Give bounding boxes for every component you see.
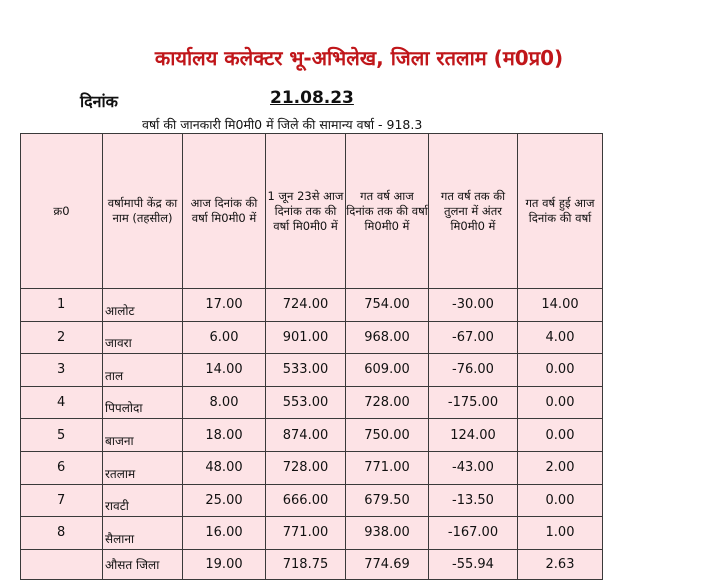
cell-sn: 2 <box>21 321 103 354</box>
cell-since-june: 666.00 <box>266 484 346 517</box>
cell-station-name: आलोट <box>103 289 183 322</box>
cell-last-year: 938.00 <box>346 517 429 550</box>
cell-last-year-today: 4.00 <box>518 321 603 354</box>
cell-last-year-today: 2.63 <box>518 549 603 580</box>
cell-last-year: 679.50 <box>346 484 429 517</box>
cell-station-name: जावरा <box>103 321 183 354</box>
cell-last-year: 968.00 <box>346 321 429 354</box>
cell-difference: -67.00 <box>429 321 518 354</box>
table-row-district-average <box>21 549 603 580</box>
cell-sn: 7 <box>21 484 103 517</box>
cell-station-name: बाजना <box>103 419 183 452</box>
cell-sn: 1 <box>21 289 103 322</box>
cell-difference: -55.94 <box>429 549 518 580</box>
rainfall-subtitle: वर्षा की जानकारी मि0मी0 में जिले की सामान्य वर्षा - 918.3 <box>142 117 423 132</box>
table-header-row <box>21 134 603 289</box>
cell-today: 16.00 <box>183 517 266 550</box>
col-header-last-year: गत वर्ष आज दिनांक तक की वर्षा मि0मी0 में <box>346 134 429 289</box>
cell-since-june: 553.00 <box>266 386 346 419</box>
cell-last-year-today: 0.00 <box>518 484 603 517</box>
cell-sn: 3 <box>21 354 103 387</box>
cell-today: 19.00 <box>183 549 266 580</box>
cell-last-year: 754.00 <box>346 289 429 322</box>
cell-last-year: 771.00 <box>346 451 429 484</box>
col-header-sn: क्र0 <box>21 134 103 289</box>
page-title: कार्यालय कलेक्टर भू-अभिलेख, जिला रतलाम (म0प्र0) <box>154 46 564 70</box>
table-row <box>21 354 603 387</box>
cell-today: 48.00 <box>183 451 266 484</box>
cell-sn <box>21 549 103 580</box>
col-header-station: वर्षामापी केंद्र का नाम (तहसील) <box>103 134 183 289</box>
cell-since-june: 771.00 <box>266 517 346 550</box>
cell-last-year-today: 0.00 <box>518 354 603 387</box>
cell-last-year-today: 14.00 <box>518 289 603 322</box>
cell-last-year: 728.00 <box>346 386 429 419</box>
cell-since-june: 533.00 <box>266 354 346 387</box>
table-row <box>21 419 603 452</box>
cell-since-june: 874.00 <box>266 419 346 452</box>
cell-last-year-today: 0.00 <box>518 419 603 452</box>
cell-station-name: ताल <box>103 354 183 387</box>
cell-station-name: औसत जिला <box>103 549 183 580</box>
cell-station-name: रतलाम <box>103 451 183 484</box>
cell-today: 17.00 <box>183 289 266 322</box>
cell-difference: -30.00 <box>429 289 518 322</box>
cell-difference: -175.00 <box>429 386 518 419</box>
table-row <box>21 517 603 550</box>
cell-since-june: 901.00 <box>266 321 346 354</box>
cell-since-june: 728.00 <box>266 451 346 484</box>
cell-station-name: सैलाना <box>103 517 183 550</box>
table-row <box>21 451 603 484</box>
cell-difference: -76.00 <box>429 354 518 387</box>
cell-today: 25.00 <box>183 484 266 517</box>
cell-today: 14.00 <box>183 354 266 387</box>
cell-last-year: 609.00 <box>346 354 429 387</box>
cell-station-name: रावटी <box>103 484 183 517</box>
cell-last-year-today: 0.00 <box>518 386 603 419</box>
cell-today: 6.00 <box>183 321 266 354</box>
table-row <box>21 386 603 419</box>
cell-last-year-today: 1.00 <box>518 517 603 550</box>
cell-last-year-today: 2.00 <box>518 451 603 484</box>
cell-last-year: 750.00 <box>346 419 429 452</box>
rainfall-table <box>20 133 603 580</box>
table-row <box>21 289 603 322</box>
cell-station-name: पिपलोदा <box>103 386 183 419</box>
cell-difference: 124.00 <box>429 419 518 452</box>
cell-difference: -167.00 <box>429 517 518 550</box>
cell-today: 18.00 <box>183 419 266 452</box>
cell-since-june: 718.75 <box>266 549 346 580</box>
table-row <box>21 321 603 354</box>
cell-sn: 8 <box>21 517 103 550</box>
col-header-since-june: 1 जून 23से आज दिनांक तक की वर्षा मि0मी0 में <box>266 134 346 289</box>
date-value: 21.08.23 <box>270 88 354 108</box>
cell-last-year: 774.69 <box>346 549 429 580</box>
col-header-today: आज दिनांक की वर्षा मि0मी0 में <box>183 134 266 289</box>
table-row <box>21 484 603 517</box>
cell-sn: 5 <box>21 419 103 452</box>
cell-sn: 4 <box>21 386 103 419</box>
cell-difference: -43.00 <box>429 451 518 484</box>
col-header-last-year-today: गत वर्ष हुई आज दिनांक की वर्षा <box>518 134 603 289</box>
date-label: दिनांक <box>80 92 118 111</box>
cell-sn: 6 <box>21 451 103 484</box>
cell-since-june: 724.00 <box>266 289 346 322</box>
cell-today: 8.00 <box>183 386 266 419</box>
cell-difference: -13.50 <box>429 484 518 517</box>
col-header-difference: गत वर्ष तक की तुलना में अंतर मि0मी0 में <box>429 134 518 289</box>
